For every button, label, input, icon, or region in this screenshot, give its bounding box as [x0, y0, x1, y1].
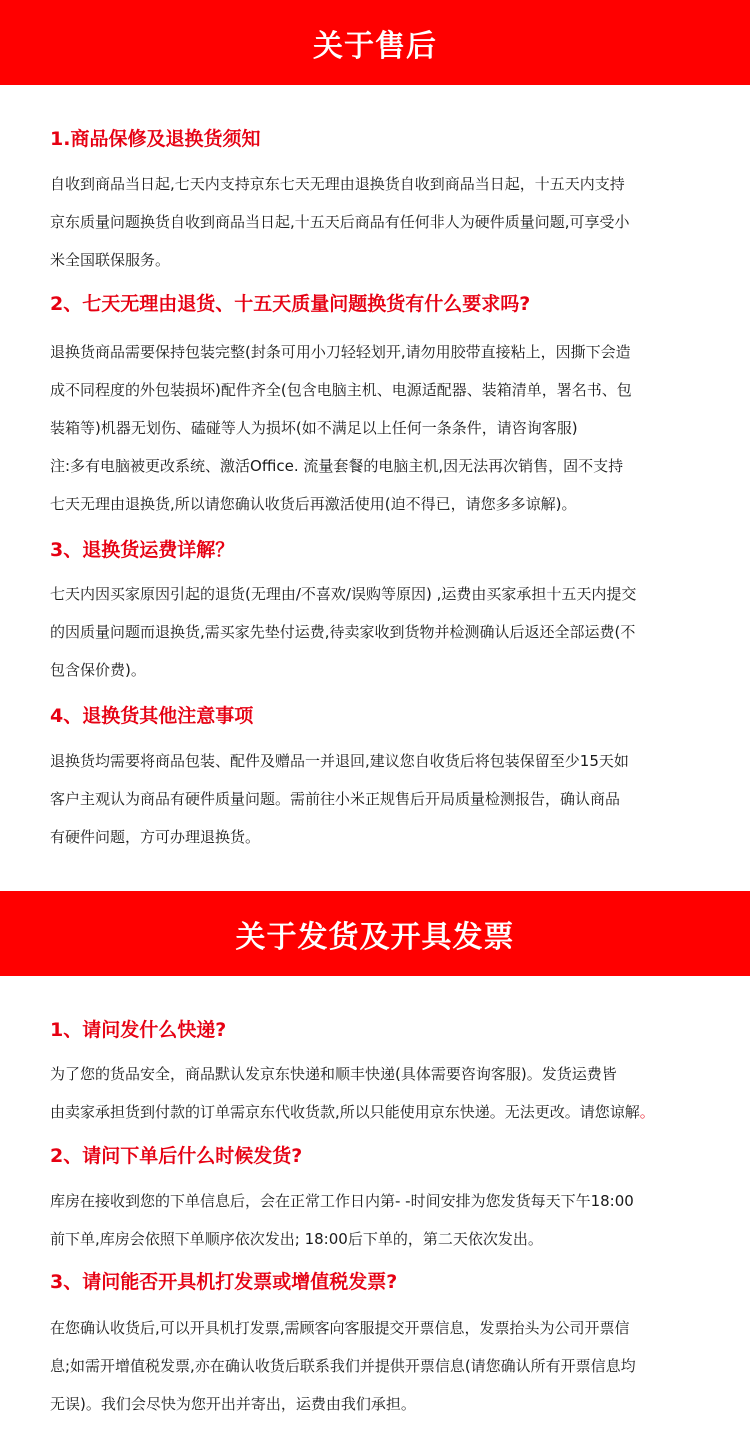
- answer-line: 成不同程度的外包装损坏)配件齐全(包含电脑主机、电源适配器、装箱清单，署名书、包: [50, 381, 632, 399]
- answer-line: 客户主观认为商品有硬件质量问题。需前往小米正规售后开局质量检测报告，确认商品: [50, 790, 621, 808]
- answer-line: 自收到商品当日起,七天内支持京东七天无理由退换货自收到商品当日起，十五天内支持: [50, 175, 625, 193]
- answer-line: 注:多有电脑被更改系统、激活Office. 流量套餐的电脑主机,因无法再次销售，固不支持: [50, 457, 624, 475]
- answer-line: 的因质量问题而退换货,需买家先垫付运费,待卖家收到货物并检测确认后返还全部运费(不: [50, 623, 636, 641]
- answer-line: 七天无理由退换货,所以请您确认收货后再激活使用(迫不得已，请您多多谅解)。: [50, 495, 577, 513]
- question-heading: 1.商品保修及退换货须知: [50, 128, 261, 150]
- answer-line: 为了您的货品安全，商品默认发京东快递和顺丰快递(具体需要咨询客服)。发货运费皆: [50, 1065, 617, 1083]
- answer-line: 包含保价费)。: [50, 661, 146, 679]
- answer-line: 息;如需开增值税发票,亦在确认收货后联系我们并提供开票信息(请您确认所有开票信息均: [50, 1357, 636, 1375]
- answer-paragraph: [50, 1182, 700, 1258]
- answer-line-text: 由卖家承担货到付款的订单需京东代收货款,所以只能使用京东快递。无法更改。请您谅解: [50, 1103, 640, 1121]
- question-heading: 3、退换货运费详解？: [50, 539, 235, 561]
- answer-line: 无误)。我们会尽快为您开出并寄出，运费由我们承担。: [50, 1395, 416, 1413]
- answer-line: 前下单,库房会依照下单顺序依次发出; 18:00后下单的，第二天依次发出。: [50, 1230, 543, 1248]
- answer-line: 在您确认收货后,可以开具机打发票,需顾客向客服提交开票信息，发票抬头为公司开票信: [50, 1319, 630, 1337]
- answer-line: 有硬件问题，方可办理退换货。: [50, 828, 261, 846]
- answer-paragraph: [50, 165, 700, 279]
- answer-line: [50, 1093, 700, 1131]
- answer-line: 库房在接收到您的下单信息后，会在正常工作日内第- -时间安排为您发货每天下午18:00: [50, 1192, 634, 1210]
- answer-paragraph: [50, 333, 700, 523]
- answer-line: 七天内因买家原因引起的退货(无理由/不喜欢/误购等原因) ,运费由买家承担十五天内提交: [50, 585, 637, 603]
- answer-paragraph: [50, 1055, 700, 1131]
- answer-line: 退换货均需要将商品包装、配件及赠品一并退回,建议您自收货后将包装保留至少15天如: [50, 752, 629, 770]
- section-banner-after-sales: 关于售后: [0, 0, 750, 85]
- question-heading: 1、请问发什么快递?: [50, 1019, 227, 1041]
- answer-paragraph: [50, 742, 700, 856]
- question-heading: 2、七天无理由退货、十五天质量问题换货有什么要求吗?: [50, 293, 531, 315]
- question-heading: 4、退换货其他注意事项: [50, 705, 254, 727]
- answer-line: 退换货商品需要保持包装完整(封条可用小刀轻轻划开,请勿用胶带直接粘上，因撕下会造: [50, 343, 631, 361]
- answer-paragraph: [50, 1309, 700, 1423]
- question-heading: 2、请问下单后什么时候发货?: [50, 1145, 303, 1167]
- answer-line: 京东质量问题换货自收到商品当日起,十五天后商品有任何非人为硬件质量问题,可享受小: [50, 213, 630, 231]
- question-heading: 3、请问能否开具机打发票或增值税发票?: [50, 1271, 398, 1293]
- answer-line: 米全国联保服务。: [50, 251, 171, 269]
- answer-line-tail: 。: [639, 1103, 655, 1121]
- answer-paragraph: [50, 575, 700, 689]
- answer-line: 装箱等)机器无划伤、磕碰等人为损坏(如不满足以上任何一条条件，请咨询客服): [50, 419, 578, 437]
- section-banner-shipping-invoice: 关于发货及开具发票: [0, 891, 750, 976]
